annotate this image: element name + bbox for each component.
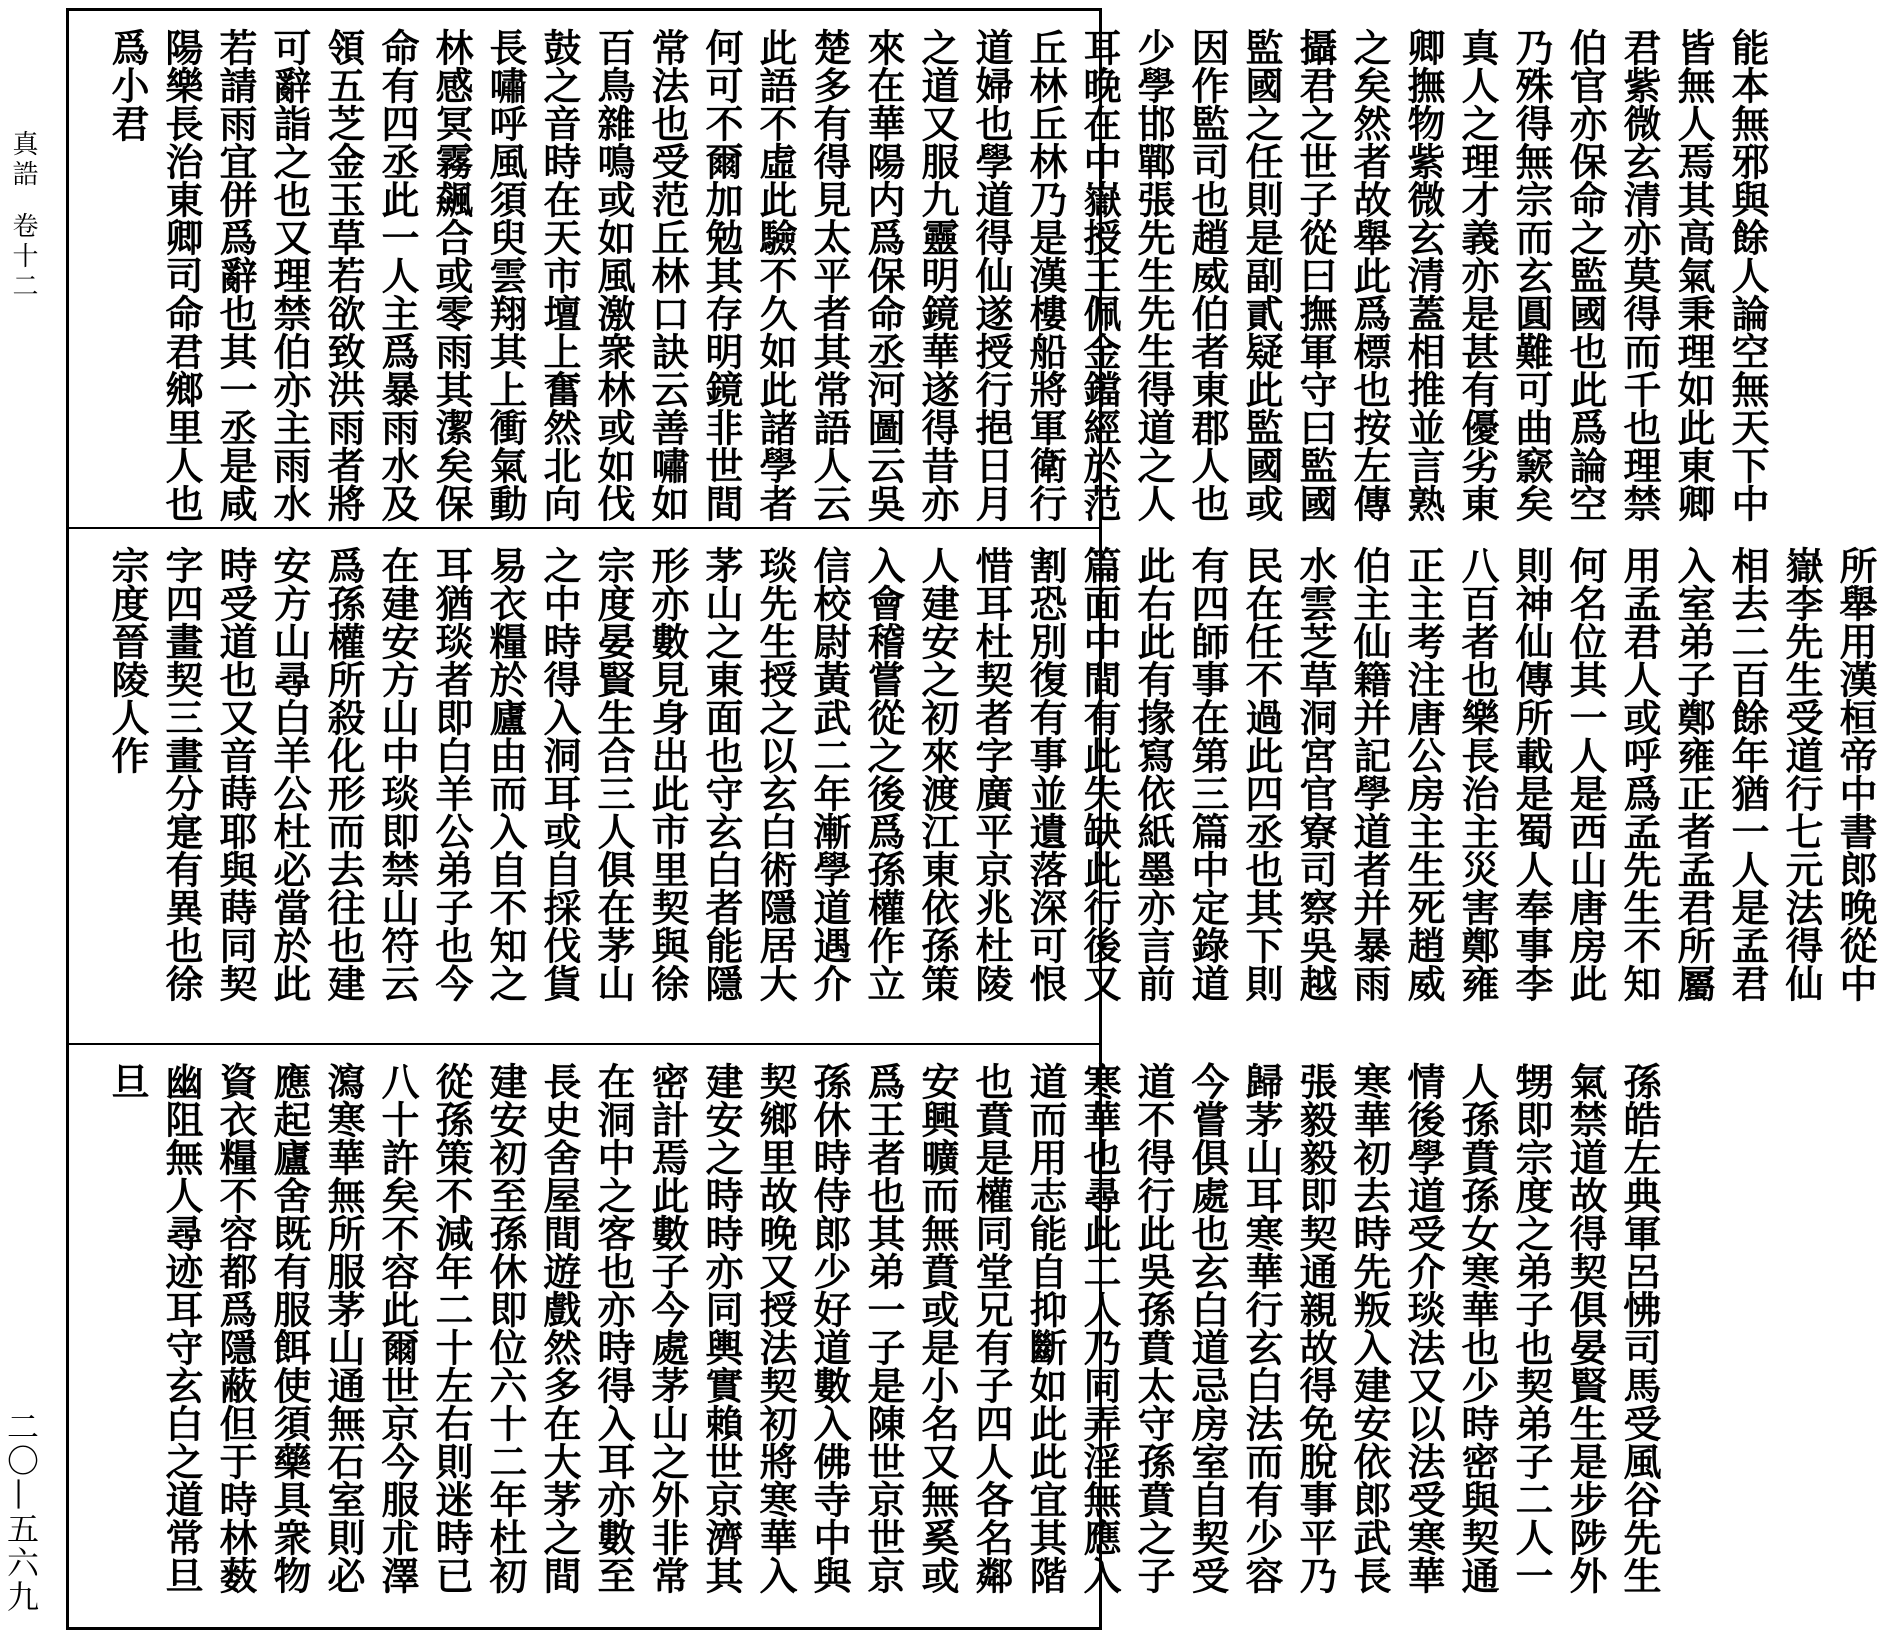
register-top <box>100 14 1770 522</box>
volume-label: 卷十二 <box>8 212 38 302</box>
book-title: 真誥 <box>8 130 38 190</box>
page-number: 二〇—五六九 <box>2 1410 40 1614</box>
register-bottom-text: 孫皓左典軍呂怫司馬受風谷先生氣禁道故得契俱晏賢生是步陟外甥即宗度之弟子也契弟子二人一人孫賁孫女寒華也少時密與契通情後學道受介琰法又以法受寒華寒華初去時先叛入建安依郎武長張毅毅即契通親故得免脫事平乃歸茅山耳寒華行玄白法而有少容今嘗俱處也玄白道忌房室自契受道不得行此吳孫賁太守孫賁之子寒華也尋此二人乃同弄淫無應入道而用志能自抑斷如此此宜其階也賁是權同堂兄有子四人各名鄰安興曠而無賁或是小名又無奚或爲王者也其弟一子是陳世京世京孫休時侍郎少好道數入佛寺中與契鄉里故晚又授法契初將寒華入建安之時時亦同輿實賴世京濟其密計焉此數子今處茅山之外非常在洞中之客也亦時得入耳亦數至長史舍屋間遊戲然多在大茅之間建安初至孫休即位六十二年杜初從孫策不減年二十左右則迷時已八十許矣不容此爾世京今服朮澤瀉寒華無所服茅山通無石室則必應起廬舍既有服餌使須藥具衆物資衣糧不容都爲隱蔽但于時林薮幽阻無人尋迹耳守玄白之道常旦旦 <box>105 1062 1662 1594</box>
register-bottom <box>100 1048 1662 1626</box>
register-divider-2 <box>66 1043 1102 1045</box>
register-divider-1 <box>66 527 1102 529</box>
register-middle-text: 所舉用漢桓帝中書郎晚從中嶽李先生受道行七元法得仙相去二百餘年猶一人是孟君入室弟子鄭雍正者孟君所屬用孟君人或呼爲孟先生不知何名位其一人是西山唐房此則神仙傳所載是蜀人奉事李八百者也樂長治主災害鄭雍正主考注唐公房主生死趙威伯主仙籍并記學道者并暴雨水雲芝草洞宮官寮司察吳越民在任不過此四丞也其下則有四師事在第三篇中定錄道此右此有掾寫依紙墨亦言前篇面中間有此失缺此行後又割恐別復有事並遺落深可恨惜耳杜契者字廣平京兆杜陵人建安之初來渡江東依孫策入會稽嘗從之後爲孫權作立信校尉黃武二年漸學道遇介琰先生授之以玄白術隱居大茅山之東面也守玄白者能隱形亦數見身出此市里契與徐宗度晏賢生合三人俱在茅山之中時得入洞耳或自採伐貨易衣糧於廬由而入自不知之耳猶琰者即白羊公弟子也今在建安方山中琰即禁山符云爲孫權所殺化形而去往也建安方山尋白羊公杜必當於此時受道也又音蒔耶與蒔同契字四畫契三畫分寔有異也徐宗度晉陵人作 <box>105 546 1878 1002</box>
margin-header <box>6 130 42 302</box>
register-middle <box>100 532 1878 1038</box>
register-top-text: 能本無邪與餘人論空無天下中皆無人焉其高氣秉理如此東卿君紫微玄清亦莫得而千也理禁伯官亦保命之監國也此爲論空乃殊得無宗而玄圓難可曲窾矣真人之理才義亦是甚有優劣東卿撫物紫微玄清蓋相推並言熟之矣然者故舉此爲標也按左傳攝君之世子從曰撫軍守曰監國監國之任則是副貳疑此監國或因作監司也趙威伯者東郡人也少學邯鄲張先生先生得道之人耳晚在中嶽授王佩金鐺經於范丘林丘林乃是漢樓船將軍衛行道婦也學道得仙遂授行挹日月之道又服九靈明鏡華遂得昔亦來在華陽内爲保命丞河圖云吳楚多有得見太平者其常語人云此語不虛此驗不久如此諸學者何可不爾加勉其存明鏡非世間常法也受范丘林口訣云善嘯如百鳥雜鳴或如風激衆林或如伐鼓之音時在天市壇上奮然北向長嘯呼風須臾雲翔其上衝氣動林感冥霧飆合或零雨其潔矣保命有四丞此一人主爲暴雨水及領五芝金玉草若欲致洪雨者將可辭詣之也又理禁伯亦主雨水若請雨宜併爲辭也其一丞是咸陽樂長治東卿司命君鄉里人也爲小君 <box>105 28 1770 522</box>
